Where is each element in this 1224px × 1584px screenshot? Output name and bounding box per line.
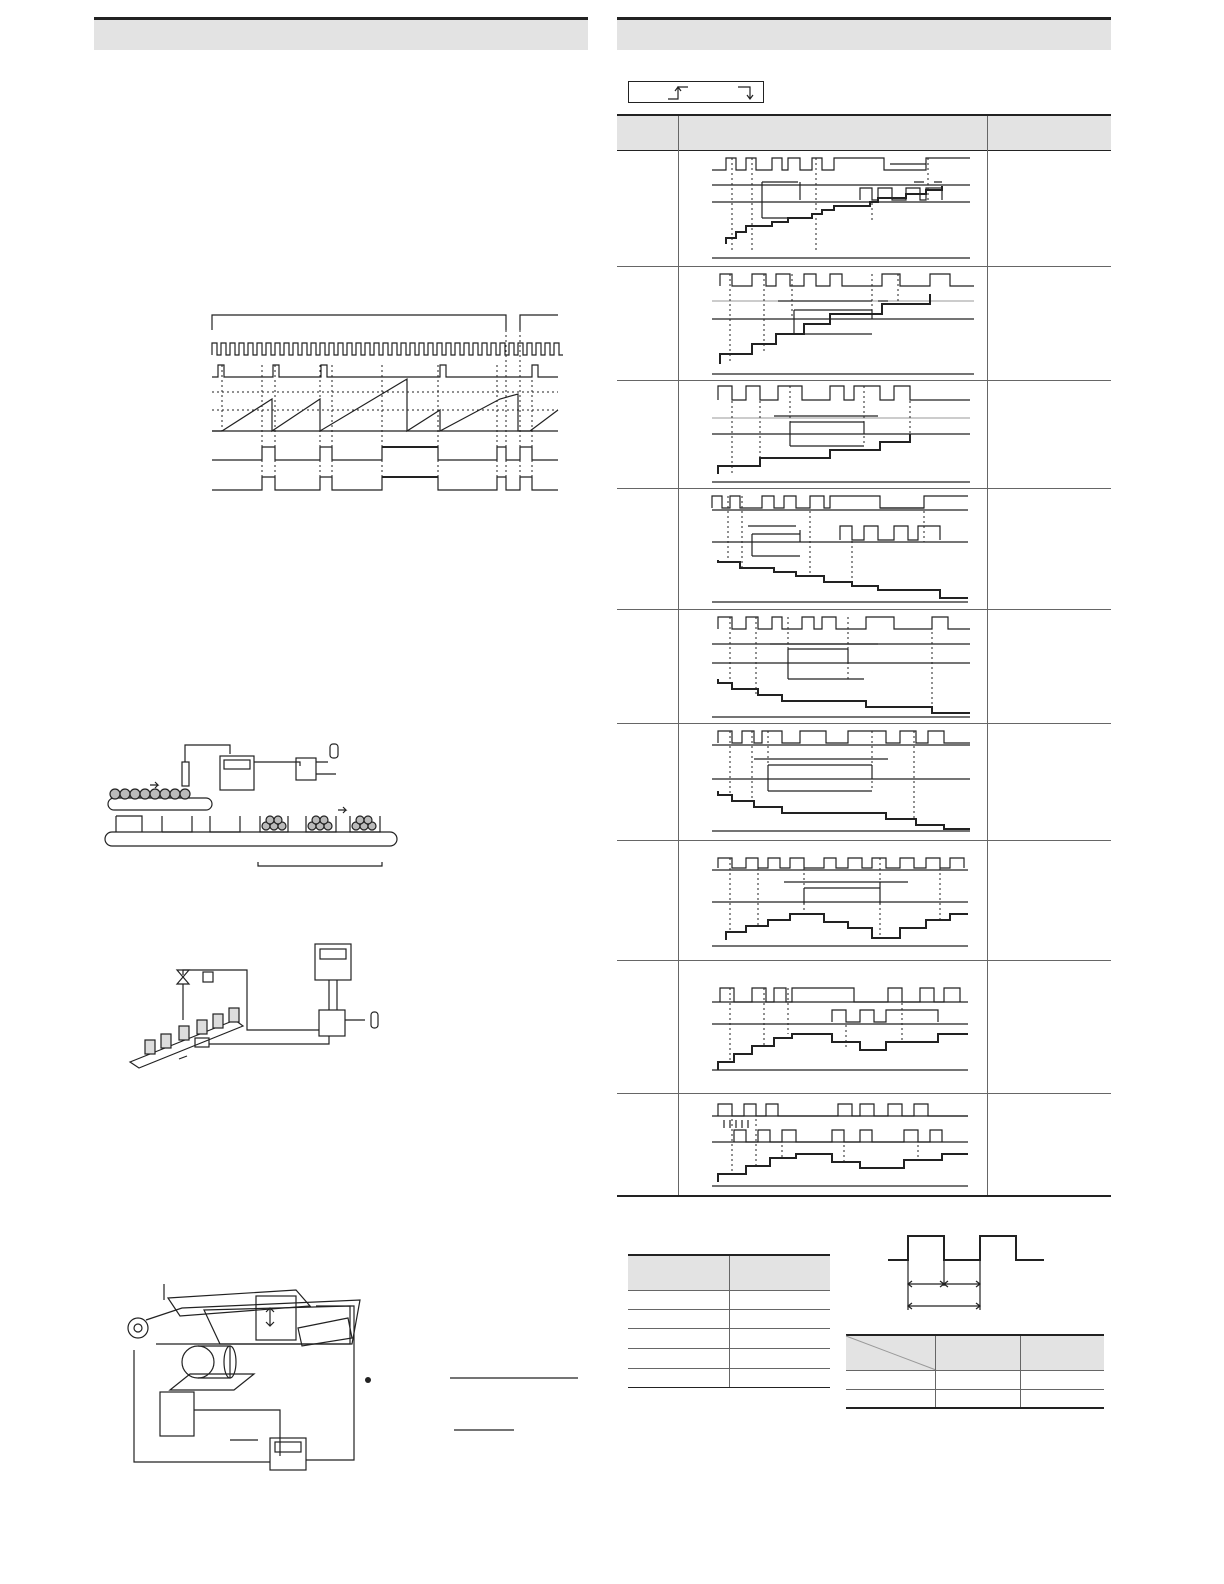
mode-table-row-line (617, 266, 1111, 267)
bottle-filling-illustration (125, 940, 395, 1070)
mode-table-row-line (617, 488, 1111, 489)
small-table-left-row-line (628, 1348, 830, 1349)
conveyor-counting-illustration (100, 740, 400, 870)
mode-table-col-divider-2 (987, 116, 988, 1196)
mode-table-header (617, 116, 1111, 150)
small-table-left-row-line (628, 1328, 830, 1329)
mode-table-row-line (617, 380, 1111, 381)
mode-table-row-line (617, 840, 1111, 841)
pulse-width-diagram (886, 1232, 1046, 1312)
small-table-right-divider (1020, 1336, 1021, 1408)
mode-timing-chart-9 (712, 1098, 972, 1190)
small-table-left-row-line (628, 1368, 830, 1369)
roll-cutting-illustration (120, 1280, 580, 1470)
small-table-left-row-line (628, 1309, 830, 1310)
small-table-right-divider (935, 1336, 936, 1408)
small-table-right-row-line (846, 1370, 1104, 1371)
mode-timing-chart-5 (712, 611, 972, 721)
mode-timing-chart-2 (712, 268, 972, 378)
mode-timing-chart-3 (712, 382, 972, 486)
sawtooth-timing-chart (200, 310, 560, 500)
mode-table-row-line (617, 723, 1111, 724)
mode-table-row-line (617, 609, 1111, 610)
mode-table-bottom-rule (617, 1195, 1111, 1197)
right-section-title (617, 27, 625, 43)
left-section-header (94, 17, 588, 50)
left-section-title (94, 27, 102, 43)
mode-timing-chart-6 (712, 725, 972, 837)
mode-timing-chart-8 (712, 966, 972, 1086)
mode-table-col-divider-1 (678, 116, 679, 1196)
small-table-left-bottom-rule (628, 1387, 830, 1388)
small-table-right-row-line (846, 1389, 1104, 1390)
mode-table-row-line (617, 960, 1111, 961)
small-table-right-corner-diagonal (846, 1336, 936, 1370)
right-section-header (617, 17, 1111, 50)
mode-table-header-rule (617, 150, 1111, 151)
small-table-left-row-line (628, 1290, 830, 1291)
mode-timing-chart-7 (712, 842, 972, 958)
mode-timing-chart-4 (712, 490, 972, 606)
small-table-right-bottom-rule (846, 1407, 1104, 1409)
mode-table-row-line (617, 1093, 1111, 1094)
edge-legend-icons (628, 81, 764, 103)
mode-timing-chart-1 (712, 152, 972, 262)
